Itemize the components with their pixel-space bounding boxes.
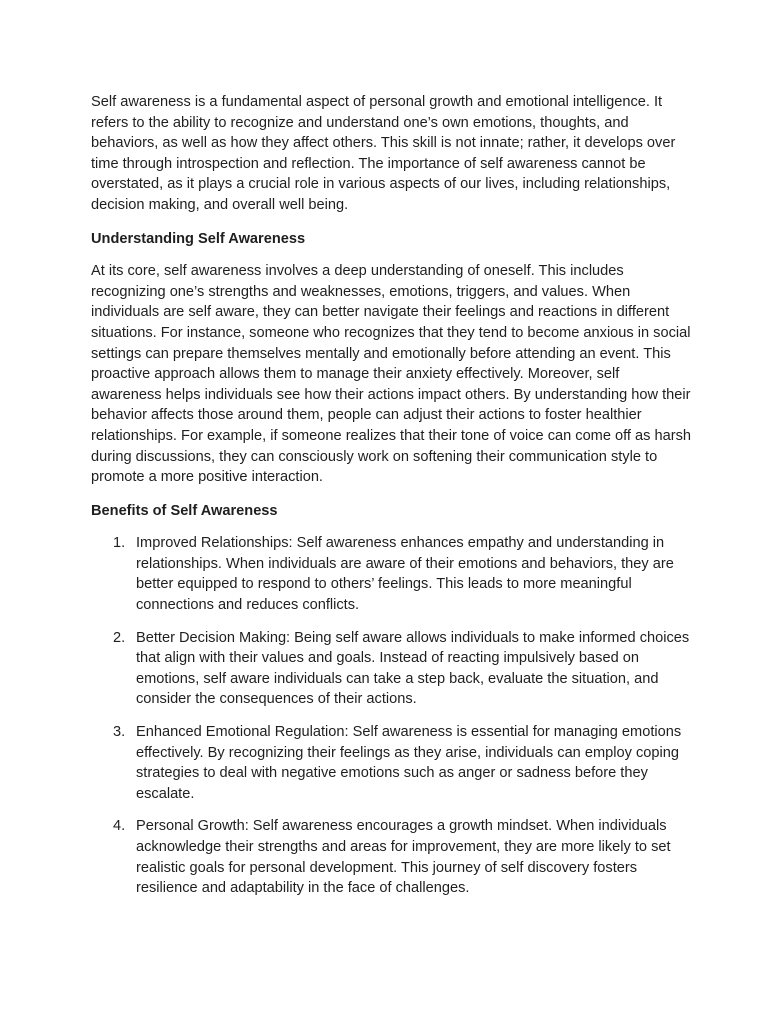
benefits-list (91, 533, 691, 899)
list-item-text: Enhanced Emotional Regulation: Self awareness is essential for managing emotions effectively. By recognizing their feelings as they arise, individuals can employ coping strategies to deal with negative emotions such as anger or sadness before they escalate. (136, 724, 682, 802)
section-heading-benefits: Benefits of Self Awareness (91, 502, 278, 519)
list-item-text: Improved Relationships: Self awareness enhances empathy and understanding in relationships. When individuals are aware of their emotions and behaviors, they are better equipped to respond to others’ feelings. This leads to more meaningful connections and reduces conflicts. (136, 535, 674, 614)
document-page (91, 92, 691, 911)
intro-paragraph: Self awareness is a fundamental aspect of personal growth and emotional intelligence. It refers to the ability to recognize and understand one’s own emotions, thoughts, and behaviors, as well as how they affect others. This skill is not innate; rather, it develops over time through introspection and reflection. The importance of self awareness cannot be overstated, as it plays a crucial role in various aspects of our lives, including relationships, decision making, and overall well being. (91, 94, 676, 213)
list-item (91, 816, 691, 898)
list-item-number: 1. (113, 535, 126, 552)
understanding-paragraph: At its core, self awareness involves a deep understanding of oneself. This includes recognizing one’s strengths and weaknesses, emotions, triggers, and values. When individuals are self aware, they can better navigate their feelings and reactions in different situations. For instance, someone who recognizes that they tend to become anxious in social settings can prepare themselves mentally and emotionally before attending an event. This proactive approach allows them to manage their anxiety effectively. Moreover, self awareness helps individuals see how their actions impact others. By understanding how their behavior affects those around them, people can adjust their actions to foster healthier relationships. For example, if someone realizes that their tone of voice can come off as harsh during discussions, they can consciously work on softening their communication style to promote a more positive interaction. (91, 263, 692, 486)
list-item-number: 3. (113, 724, 126, 741)
section-heading-understanding: Understanding Self Awareness (91, 230, 306, 247)
list-item-text: Better Decision Making: Being self aware allows individuals to make informed choices that align with their values and goals. Instead of reacting impulsively based on emotions, self aware individuals can take a step back, evaluate the situation, and consider the consequences of their actions. (136, 629, 690, 708)
list-item-number: 4. (113, 818, 126, 835)
list-item (91, 533, 691, 615)
list-item-number: 2. (113, 629, 126, 646)
list-item (91, 722, 691, 804)
list-item-text: Personal Growth: Self awareness encourages a growth mindset. When individuals acknowledge their strengths and areas for improvement, they are more likely to set realistic goals for personal development. This journey of self discovery fosters resilience and adaptability in the face of challenges. (136, 818, 671, 897)
list-item (91, 628, 691, 710)
